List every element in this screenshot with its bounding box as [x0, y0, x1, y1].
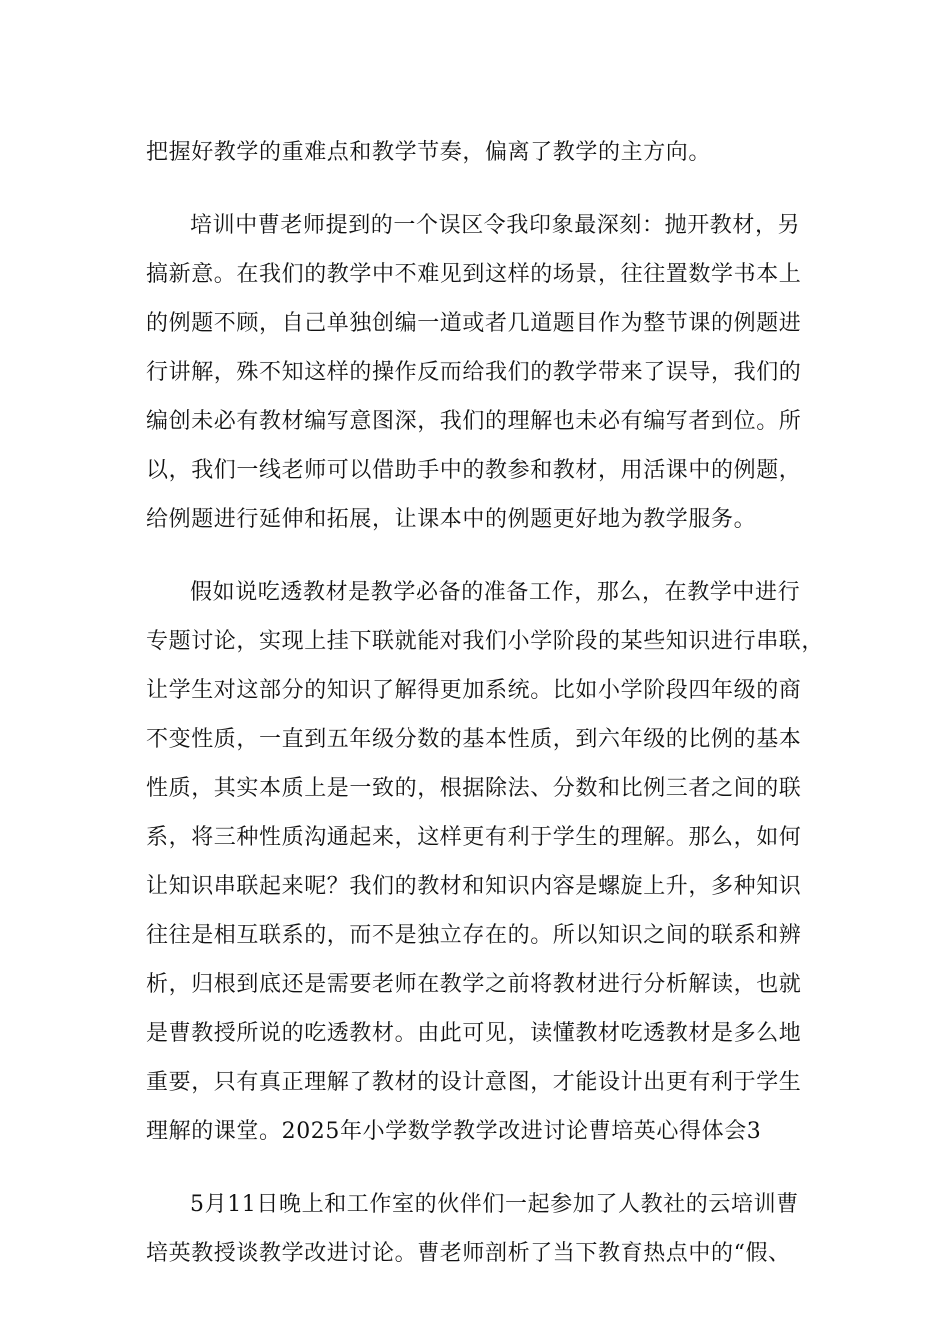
text-line: 行讲解，殊不知这样的操作反而给我们的教学带来了误导，我们的: [146, 360, 802, 385]
paragraph: [146, 1180, 816, 1278]
text-line: 理解的课堂。2025年小学数学教学改进讨论曹培英心得体会3: [146, 1119, 762, 1144]
text-line: 析，归根到底还是需要老师在教学之前将教材进行分析解读，也就: [146, 972, 802, 997]
paragraph: [146, 568, 825, 1156]
text-line: 让学生对这部分的知识了解得更加系统。比如小学阶段四年级的商: [146, 678, 802, 703]
text-line: 让知识串联起来呢？我们的教材和知识内容是螺旋上升，多种知识: [146, 874, 802, 899]
text-line: 培英教授谈教学改进讨论。曹老师剖析了当下教育热点中的“假、: [146, 1241, 791, 1266]
text-line: 把握好教学的重难点和教学节奏，偏离了教学的主方向。: [146, 140, 712, 165]
text-line: 搞新意。在我们的教学中不难见到这样的场景，往往置数学书本上: [146, 262, 802, 287]
text-line: 给例题进行延伸和拓展，让课本中的例题更好地为教学服务。: [146, 507, 757, 532]
text-line: 5月11日晚上和工作室的伙伴们一起参加了人教社的云培训曹: [190, 1192, 799, 1217]
text-line: 的例题不顾，自己单独创编一道或者几道题目作为整节课的例题进: [146, 311, 802, 336]
text-line: 专题讨论，实现上挂下联就能对我们小学阶段的某些知识进行串联，: [146, 629, 825, 654]
document-body: [146, 128, 825, 1278]
text-line: 往往是相互联系的，而不是独立存在的。所以知识之间的联系和辨: [146, 923, 802, 948]
text-line: 系，将三种性质沟通起来，这样更有利于学生的理解。那么，如何: [146, 825, 802, 850]
paragraph: [146, 201, 816, 544]
text-line: 性质，其实本质上是一致的，根据除法、分数和比例三者之间的联: [146, 776, 802, 801]
text-line: 编创未必有教材编写意图深，我们的理解也未必有编写者到位。所: [146, 409, 802, 434]
text-line: 是曹教授所说的吃透教材。由此可见，读懂教材吃透教材是多么地: [146, 1021, 802, 1046]
text-line: 假如说吃透教材是教学必备的准备工作，那么，在教学中进行: [190, 580, 801, 605]
paragraph: [146, 128, 816, 177]
text-line: 以，我们一线老师可以借助手中的教参和教材，用活课中的例题，: [146, 458, 802, 483]
text-line: 重要，只有真正理解了教材的设计意图，才能设计出更有利于学生: [146, 1070, 802, 1095]
text-line: 不变性质，一直到五年级分数的基本性质，到六年级的比例的基本: [146, 727, 802, 752]
text-line: 培训中曹老师提到的一个误区令我印象最深刻：抛开教材，另: [190, 213, 801, 238]
